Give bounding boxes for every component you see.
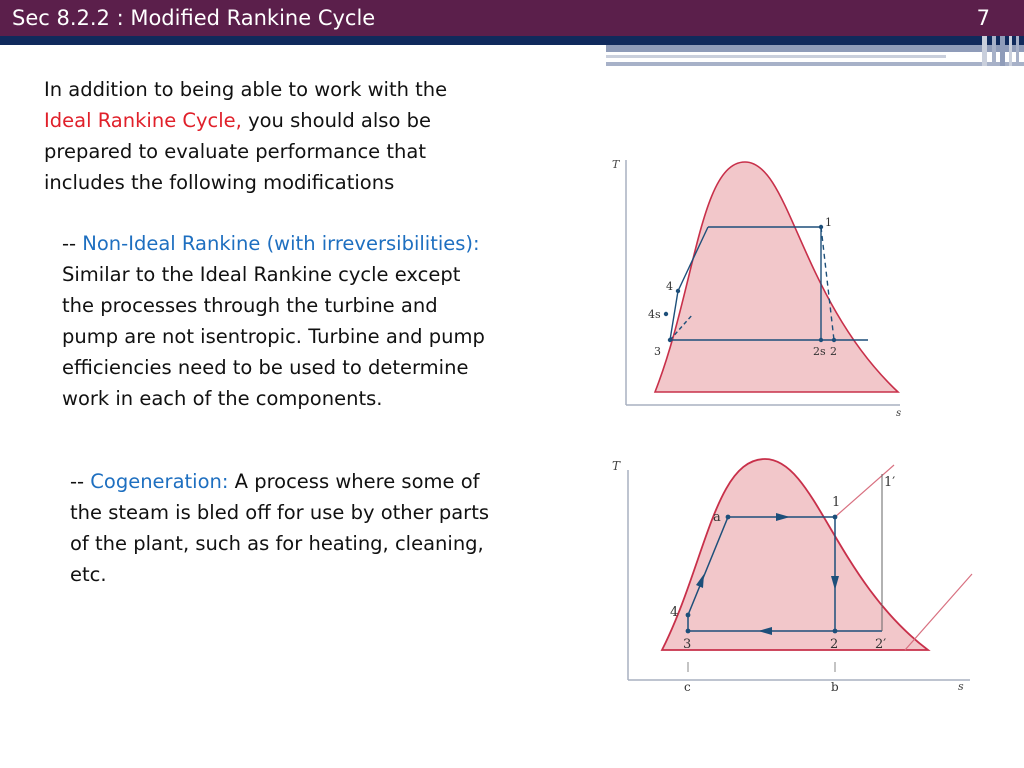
non-ideal-line-2: the processes through the turbine and [62,294,438,317]
fig2-x-label: s [958,680,964,693]
intro-line-2-rest: you should also be [241,109,431,132]
fig1-label-2: 2 [830,345,837,358]
fig1-label-4: 4 [666,280,673,293]
fig1-y-label: T [612,158,620,171]
ideal-rankine-highlight: Ideal Rankine Cycle, [44,109,242,132]
header-decoration [0,0,1024,80]
cogeneration-paragraph [70,466,580,590]
fig2-label-3: 3 [683,637,692,652]
intro-line-2 [44,105,564,136]
fig1-label-1: 1 [825,216,832,229]
non-ideal-line-3: pump are not isentropic. Turbine and pump [62,325,485,348]
non-ideal-paragraph [62,228,582,414]
fig1-label-2s: 2s [813,345,826,358]
fig2-label-4: 4 [670,605,679,620]
fig2-label-1prime: 1′ [884,475,896,490]
non-ideal-heading: Non-Ideal Rankine (with irreversibilities): [82,232,480,255]
cogen-line-1-rest: A process where some of [228,470,480,493]
fig2-label-c: c [684,680,691,694]
non-ideal-line-1: Similar to the Ideal Rankine cycle except [62,263,461,286]
fig2-superheat-line [905,574,972,650]
intro-line-1: In addition to being able to work with the [44,78,448,101]
fig2-label-2prime: 2′ [875,637,887,652]
slide-number: 7 [976,6,990,30]
cogen-line-4: etc. [70,563,107,586]
intro-line-3: prepared to evaluate performance that [44,140,426,163]
fig1-label-3: 3 [654,345,661,358]
fig1-x-label: s [896,408,902,419]
cogen-heading-line [70,466,580,497]
intro-line-4: includes the following modifications [44,171,395,194]
slide-title: Sec 8.2.2 : Modified Rankine Cycle [12,6,376,30]
fig1-vapor-dome [655,162,898,392]
cogen-line-3: of the plant, such as for heating, cleaning, [70,532,484,555]
cogen-prefix: -- [70,470,91,493]
fig2-label-a: a [713,510,721,525]
fig1-label-4s: 4s [648,308,661,321]
fig2-pressure-line [835,465,894,517]
non-ideal-ts-diagram [600,150,920,420]
cogen-line-2: the steam is bled off for use by other parts [70,501,489,524]
fig2-label-2: 2 [830,637,839,652]
fig2-label-b: b [831,680,839,694]
non-ideal-line-4: efficiencies need to be used to determine [62,356,469,379]
non-ideal-heading-line [62,228,582,259]
non-ideal-prefix: -- [62,232,83,255]
fig2-label-1: 1 [832,495,841,510]
fig2-y-label: T [612,459,621,473]
intro-paragraph [44,74,564,198]
non-ideal-line-5: work in each of the components. [62,387,383,410]
cogen-heading: Cogeneration: [90,470,229,493]
cogeneration-ts-diagram [600,450,980,700]
